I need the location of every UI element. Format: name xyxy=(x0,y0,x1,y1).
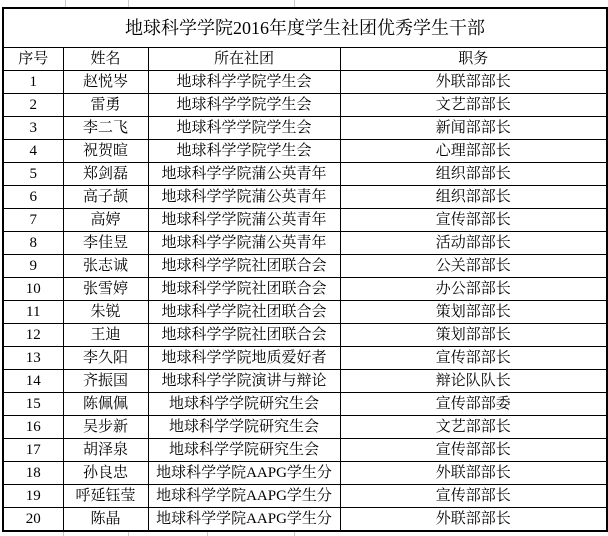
position-cell: 公关部部长 xyxy=(340,255,607,278)
sheet-gridline xyxy=(128,532,129,536)
name-cell: 吴步新 xyxy=(63,416,148,439)
name-cell: 高婷 xyxy=(63,209,148,232)
table-row xyxy=(3,140,607,163)
position-cell: 组织部部长 xyxy=(340,163,607,186)
club-cell: 地球科学学院蒲公英青年 xyxy=(148,163,340,186)
name-cell: 高子颉 xyxy=(63,186,148,209)
club-cell: 地球科学学院蒲公英青年 xyxy=(148,232,340,255)
row-number-cell: 20 xyxy=(3,508,63,532)
position-cell: 文艺部部长 xyxy=(340,416,607,439)
column-header-position: 职务 xyxy=(340,48,607,71)
table-title: 地球科学学院2016年度学生社团优秀学生干部 xyxy=(3,8,607,48)
position-cell: 外联部部长 xyxy=(340,508,607,532)
row-number-cell: 18 xyxy=(3,462,63,485)
table-row xyxy=(3,163,607,186)
club-cell: 地球科学学院社团联合会 xyxy=(148,324,340,347)
position-cell: 宣传部部长 xyxy=(340,209,607,232)
table-row xyxy=(3,186,607,209)
table-row xyxy=(3,416,607,439)
name-cell: 赵悦岑 xyxy=(63,71,148,94)
row-number-cell: 1 xyxy=(3,71,63,94)
table-row xyxy=(3,94,607,117)
position-cell: 策划部部长 xyxy=(340,301,607,324)
row-number-cell: 5 xyxy=(3,163,63,186)
name-cell: 郑剑磊 xyxy=(63,163,148,186)
student-cadre-table xyxy=(2,7,608,532)
club-cell: 地球科学学院学生会 xyxy=(148,140,340,163)
name-cell: 李佳昱 xyxy=(63,232,148,255)
column-header-number: 序号 xyxy=(3,48,63,71)
table-row xyxy=(3,278,607,301)
position-cell: 外联部部长 xyxy=(340,462,607,485)
table-row xyxy=(3,439,607,462)
row-number-cell: 7 xyxy=(3,209,63,232)
position-cell: 宣传部部长 xyxy=(340,347,607,370)
position-cell: 组织部部长 xyxy=(340,186,607,209)
name-cell: 朱锐 xyxy=(63,301,148,324)
name-cell: 张志诚 xyxy=(63,255,148,278)
sheet-gridline xyxy=(63,532,64,536)
position-cell: 办公部部长 xyxy=(340,278,607,301)
club-cell: 地球科学学院蒲公英青年 xyxy=(148,186,340,209)
club-cell: 地球科学学院AAPG学生分 xyxy=(148,485,340,508)
name-cell: 张雪婷 xyxy=(63,278,148,301)
table-row xyxy=(3,209,607,232)
club-cell: 地球科学学院研究生会 xyxy=(148,393,340,416)
name-cell: 祝贺暄 xyxy=(63,140,148,163)
table-row xyxy=(3,255,607,278)
position-cell: 文艺部部长 xyxy=(340,94,607,117)
position-cell: 宣传部部长 xyxy=(340,439,607,462)
club-cell: 地球科学学院学生会 xyxy=(148,117,340,140)
name-cell: 呼延钰莹 xyxy=(63,485,148,508)
row-number-cell: 10 xyxy=(3,278,63,301)
row-number-cell: 4 xyxy=(3,140,63,163)
table-row xyxy=(3,324,607,347)
table-row xyxy=(3,71,607,94)
club-cell: 地球科学学院演讲与辩论 xyxy=(148,370,340,393)
sheet-gridline xyxy=(207,532,208,536)
name-cell: 雷勇 xyxy=(63,94,148,117)
row-number-cell: 2 xyxy=(3,94,63,117)
club-cell: 地球科学学院研究生会 xyxy=(148,439,340,462)
club-cell: 地球科学学院社团联合会 xyxy=(148,301,340,324)
row-number-cell: 3 xyxy=(3,117,63,140)
club-cell: 地球科学学院学生会 xyxy=(148,71,340,94)
club-cell: 地球科学学院AAPG学生分 xyxy=(148,508,340,532)
position-cell: 心理部部长 xyxy=(340,140,607,163)
table-row xyxy=(3,301,607,324)
position-cell: 宣传部部长 xyxy=(340,485,607,508)
row-number-cell: 8 xyxy=(3,232,63,255)
club-cell: 地球科学学院蒲公英青年 xyxy=(148,209,340,232)
table-row xyxy=(3,462,607,485)
table-row xyxy=(3,117,607,140)
row-number-cell: 16 xyxy=(3,416,63,439)
header-row xyxy=(3,48,607,71)
row-number-cell: 6 xyxy=(3,186,63,209)
table-row xyxy=(3,347,607,370)
sheet-gridline xyxy=(128,0,129,7)
name-cell: 王迪 xyxy=(63,324,148,347)
row-number-cell: 11 xyxy=(3,301,63,324)
table-row xyxy=(3,485,607,508)
position-cell: 外联部部长 xyxy=(340,71,607,94)
row-number-cell: 12 xyxy=(3,324,63,347)
position-cell: 策划部部长 xyxy=(340,324,607,347)
row-number-cell: 19 xyxy=(3,485,63,508)
table-row xyxy=(3,393,607,416)
row-number-cell: 9 xyxy=(3,255,63,278)
row-number-cell: 15 xyxy=(3,393,63,416)
name-cell: 齐振国 xyxy=(63,370,148,393)
club-cell: 地球科学学院社团联合会 xyxy=(148,255,340,278)
sheet-gridline xyxy=(294,0,295,7)
column-header-name: 姓名 xyxy=(63,48,148,71)
name-cell: 李久阳 xyxy=(63,347,148,370)
table-row xyxy=(3,508,607,532)
title-row xyxy=(3,8,607,48)
table-row xyxy=(3,232,607,255)
club-cell: 地球科学学院AAPG学生分 xyxy=(148,462,340,485)
row-number-cell: 17 xyxy=(3,439,63,462)
row-number-cell: 13 xyxy=(3,347,63,370)
position-cell: 新闻部部长 xyxy=(340,117,607,140)
club-cell: 地球科学学院社团联合会 xyxy=(148,278,340,301)
table-body xyxy=(3,71,607,532)
name-cell: 陈晶 xyxy=(63,508,148,532)
name-cell: 孙良忠 xyxy=(63,462,148,485)
name-cell: 陈佩佩 xyxy=(63,393,148,416)
position-cell: 辩论队队长 xyxy=(340,370,607,393)
name-cell: 李二飞 xyxy=(63,117,148,140)
name-cell: 胡泽泉 xyxy=(63,439,148,462)
row-number-cell: 14 xyxy=(3,370,63,393)
club-cell: 地球科学学院研究生会 xyxy=(148,416,340,439)
position-cell: 活动部部长 xyxy=(340,232,607,255)
club-cell: 地球科学学院地质爱好者 xyxy=(148,347,340,370)
table-row xyxy=(3,370,607,393)
position-cell: 宣传部部委 xyxy=(340,393,607,416)
club-cell: 地球科学学院学生会 xyxy=(148,94,340,117)
column-header-club: 所在社团 xyxy=(148,48,340,71)
sheet-gridline xyxy=(294,532,295,536)
sheet-gridline xyxy=(65,0,66,7)
